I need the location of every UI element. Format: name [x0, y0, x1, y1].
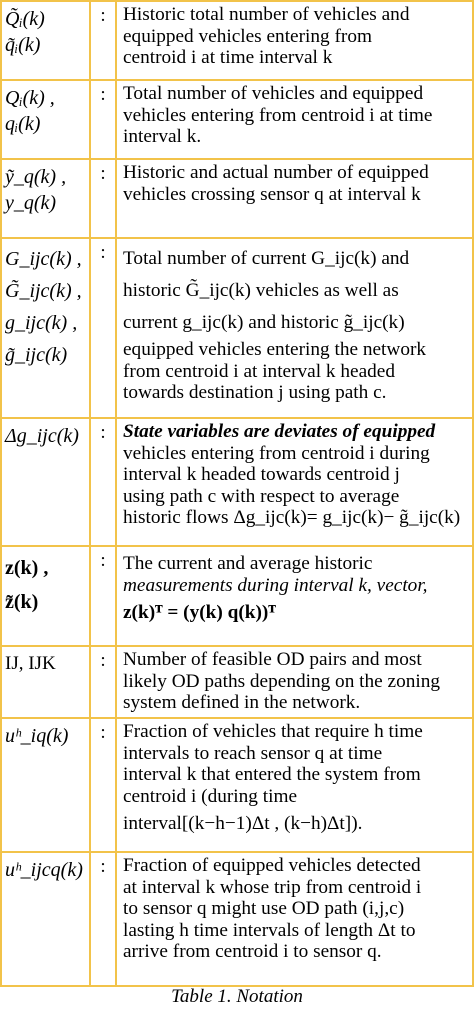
separator-cell: : [90, 159, 116, 238]
description-line: Historic total number of vehicles and [123, 4, 410, 25]
symbol-cell [1, 418, 90, 546]
symbol-cell [1, 718, 90, 852]
description-line: towards destination j using path c. [123, 382, 387, 403]
description-line: to sensor q might use OD path (i,j,c) [123, 898, 405, 919]
description-line: system defined in the network. [123, 692, 361, 713]
symbol-line: IJ, IJK [5, 653, 56, 674]
description-cell [116, 718, 473, 852]
symbol-cell [1, 646, 90, 718]
symbol-line: Q̃ᵢ(k) [5, 8, 45, 30]
separator-cell: : [90, 852, 116, 986]
table-row [1, 646, 473, 718]
symbol-line: g_ijc(k) , [5, 312, 78, 334]
separator-cell: : [90, 1, 116, 80]
table-row [1, 546, 473, 646]
description-line: equipped vehicles entering the network [123, 339, 427, 360]
description-cell [116, 238, 473, 418]
description-line: State variables are deviates of equipped [123, 421, 436, 442]
description-line: Fraction of vehicles that require h time [123, 721, 423, 742]
description-line: at interval k whose trip from centroid i [123, 876, 422, 898]
separator-cell: : [90, 418, 116, 546]
description-cell [116, 852, 473, 986]
table-row [1, 418, 473, 546]
description-line: interval k. [123, 126, 202, 147]
table-caption: Table 1. Notation [171, 986, 303, 1007]
description-cell [116, 80, 473, 159]
description-line: intervals to reach sensor q at time [123, 742, 383, 764]
description-line: The current and average historic [123, 553, 373, 574]
description-line: centroid i at time interval k [123, 47, 333, 68]
description-cell [116, 418, 473, 546]
separator-cell: : [90, 80, 116, 159]
description-line: equipped vehicles entering from [123, 25, 372, 47]
description-line: Fraction of equipped vehicles detected [123, 855, 421, 876]
symbol-line: qᵢ(k) [5, 113, 41, 135]
symbol-line: z̃(k) [5, 591, 39, 613]
description-line: interval k that entered the system from [123, 764, 421, 785]
symbol-cell [1, 238, 90, 418]
description-line: Historic and actual number of equipped [123, 162, 429, 183]
description-line: vehicles crossing sensor q at interval k [123, 183, 421, 205]
table-row [1, 238, 473, 418]
description-line: likely OD paths depending on the zoning [123, 670, 441, 692]
symbol-line: G̃_ijc(k) , [5, 280, 82, 302]
symbol-line: uʰ_iq(k) [5, 725, 69, 747]
description-line: vehicles entering from centroid i at time [123, 104, 433, 126]
description-line: measurements during interval k, vector, [123, 574, 428, 596]
description-line: historic G̃_ijc(k) vehicles as well as [123, 280, 399, 301]
symbol-line: ỹ_q(k) , [5, 166, 67, 188]
description-cell [116, 546, 473, 646]
description-line: Total number of current G_ijc(k) and [123, 248, 410, 269]
symbol-line: y_q(k) [5, 192, 57, 214]
separator-cell: : [90, 546, 116, 646]
table-row [1, 80, 473, 159]
description-line: arrive from centroid i to sensor q. [123, 941, 382, 962]
description-line: using path c with respect to average [123, 485, 400, 507]
table-row [1, 852, 473, 986]
description-line: Number of feasible OD pairs and most [123, 649, 422, 670]
description-line: interval k headed towards centroid j [123, 464, 400, 485]
table-row [1, 718, 473, 852]
description-cell [116, 646, 473, 718]
description-line: from centroid i at interval k headed [123, 360, 395, 382]
symbol-cell [1, 546, 90, 646]
symbol-cell [1, 852, 90, 986]
symbol-line: g̃_ijc(k) [5, 344, 68, 366]
table-row [1, 159, 473, 238]
description-line: historic flows Δg_ijc(k)= g_ijc(k)− g̃_ijc(k) [123, 507, 461, 528]
description-line: vehicles entering from centroid i during [123, 442, 430, 464]
symbol-cell [1, 1, 90, 80]
symbol-line: q̃ᵢ(k) [5, 34, 41, 56]
symbol-line: uʰ_ijcq(k) [5, 859, 83, 881]
symbol-line: z(k) , [5, 557, 49, 579]
description-cell [116, 159, 473, 238]
symbol-line: Qᵢ(k) , [5, 87, 55, 109]
description-line: centroid i (during time [123, 785, 298, 807]
description-line: Total number of vehicles and equipped [123, 83, 424, 104]
separator-cell: : [90, 646, 116, 718]
symbol-line: Δg_ijc(k) [5, 425, 79, 447]
separator-cell: : [90, 238, 116, 418]
table-row [1, 1, 473, 80]
description-line: current g_ijc(k) and historic g̃_ijc(k) [123, 312, 405, 333]
symbol-cell [1, 159, 90, 238]
description-cell [116, 1, 473, 80]
description-line: z(k)ᵀ = (y(k) q(k))ᵀ [123, 602, 276, 623]
symbol-line: G_ijc(k) , [5, 248, 82, 270]
description-line: lasting h time intervals of length Δt to [123, 919, 416, 941]
symbol-cell [1, 80, 90, 159]
separator-cell: : [90, 718, 116, 852]
description-line: interval[(k−h−1)Δt , (k−h)Δt]). [123, 813, 363, 834]
